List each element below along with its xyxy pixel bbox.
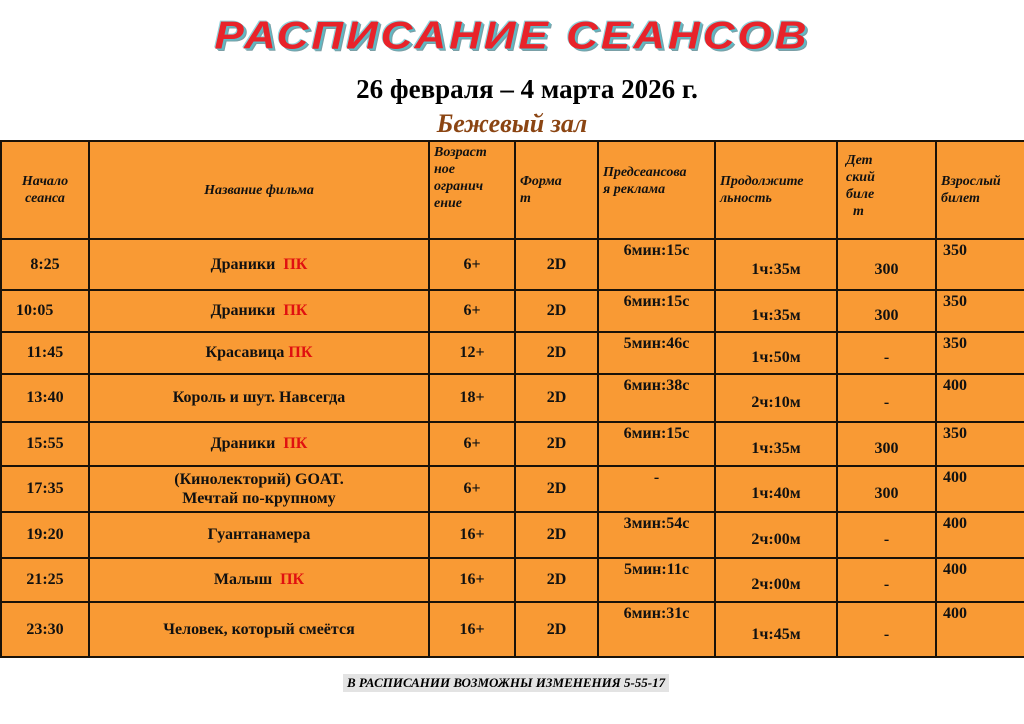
film-title: Человек, который смеётся bbox=[89, 602, 429, 657]
table-row bbox=[1, 374, 1024, 422]
child-ticket-price: - bbox=[837, 332, 936, 374]
adult-ticket-price: 350 bbox=[936, 239, 1024, 290]
header-row bbox=[1, 141, 1024, 239]
age-rating: 6+ bbox=[429, 466, 515, 512]
table-row bbox=[1, 512, 1024, 558]
format: 2D bbox=[515, 422, 598, 466]
adult-ticket-price: 350 bbox=[936, 332, 1024, 374]
duration: 1ч:50м bbox=[715, 332, 837, 374]
table-row bbox=[1, 466, 1024, 512]
schedule-table bbox=[0, 140, 1024, 658]
adult-ticket-price: 350 bbox=[936, 290, 1024, 332]
film-title: Драники ПК bbox=[89, 422, 429, 466]
start-time: 15:55 bbox=[1, 422, 89, 466]
pre-show-ads: 3мин:54с bbox=[598, 512, 715, 558]
child-ticket-price: - bbox=[837, 512, 936, 558]
start-time: 17:35 bbox=[1, 466, 89, 512]
format: 2D bbox=[515, 290, 598, 332]
pre-show-ads: 6мин:15с bbox=[598, 239, 715, 290]
table-row bbox=[1, 290, 1024, 332]
duration: 2ч:10м bbox=[715, 374, 837, 422]
col-header-format: Форма т bbox=[515, 141, 598, 239]
col-header-child-ticket: Дет ский биле т bbox=[837, 141, 936, 239]
format: 2D bbox=[515, 558, 598, 602]
film-title: Драники ПК bbox=[89, 290, 429, 332]
col-header-pre-show-ads: Предсеансова я реклама bbox=[598, 141, 715, 239]
film-title: Малыш ПК bbox=[89, 558, 429, 602]
pre-show-ads: 5мин:11с bbox=[598, 558, 715, 602]
duration: 2ч:00м bbox=[715, 512, 837, 558]
child-ticket-price: 300 bbox=[837, 422, 936, 466]
age-rating: 12+ bbox=[429, 332, 515, 374]
pk-badge: ПК bbox=[280, 571, 305, 588]
film-title: (Кинолекторий) GOAT. Мечтай по-крупному bbox=[89, 466, 429, 512]
pk-badge: ПК bbox=[283, 255, 308, 273]
duration: 1ч:40м bbox=[715, 466, 837, 512]
pre-show-ads: - bbox=[598, 466, 715, 512]
pk-badge: ПК bbox=[288, 344, 313, 361]
table-row bbox=[1, 602, 1024, 657]
adult-ticket-price: 400 bbox=[936, 374, 1024, 422]
col-header-start-time: Начало сеанса bbox=[1, 141, 89, 239]
pre-show-ads: 6мин:31с bbox=[598, 602, 715, 657]
col-header-age-rating: Возраст ное огранич ение bbox=[429, 141, 515, 239]
format: 2D bbox=[515, 332, 598, 374]
table-row bbox=[1, 239, 1024, 290]
col-header-duration: Продолжите льность bbox=[715, 141, 837, 239]
start-time: 13:40 bbox=[1, 374, 89, 422]
child-ticket-price: - bbox=[837, 374, 936, 422]
adult-ticket-price: 400 bbox=[936, 466, 1024, 512]
child-ticket-price: - bbox=[837, 558, 936, 602]
adult-ticket-price: 400 bbox=[936, 602, 1024, 657]
format: 2D bbox=[515, 602, 598, 657]
schedule-change-note: В РАСПИСАНИИ ВОЗМОЖНЫ ИЗМЕНЕНИЯ 5-55-17 bbox=[343, 674, 669, 692]
pre-show-ads: 6мин:15с bbox=[598, 422, 715, 466]
child-ticket-price: 300 bbox=[837, 290, 936, 332]
table-row bbox=[1, 332, 1024, 374]
pre-show-ads: 6мин:38с bbox=[598, 374, 715, 422]
pk-badge: ПК bbox=[283, 435, 308, 452]
film-title: Драники ПК bbox=[89, 239, 429, 290]
start-time: 11:45 bbox=[1, 332, 89, 374]
pk-badge: ПК bbox=[283, 302, 308, 319]
age-rating: 6+ bbox=[429, 290, 515, 332]
format: 2D bbox=[515, 512, 598, 558]
age-rating: 6+ bbox=[429, 239, 515, 290]
adult-ticket-price: 350 bbox=[936, 422, 1024, 466]
adult-ticket-price: 400 bbox=[936, 558, 1024, 602]
col-header-adult-ticket: Взрослый билет bbox=[936, 141, 1024, 239]
format: 2D bbox=[515, 374, 598, 422]
film-title: Король и шут. Навсегда bbox=[89, 374, 429, 422]
table-row bbox=[1, 558, 1024, 602]
start-time: 10:05 bbox=[1, 290, 89, 332]
child-ticket-price: - bbox=[837, 602, 936, 657]
age-rating: 16+ bbox=[429, 512, 515, 558]
pre-show-ads: 6мин:15с bbox=[598, 290, 715, 332]
table-row bbox=[1, 422, 1024, 466]
pre-show-ads: 5мин:46с bbox=[598, 332, 715, 374]
duration: 1ч:35м bbox=[715, 422, 837, 466]
date-range: 26 февраля – 4 марта 2026 г. bbox=[356, 74, 698, 104]
page-title: РАСПИСАНИЕ СЕАНСОВ bbox=[214, 14, 810, 58]
child-ticket-price: 300 bbox=[837, 466, 936, 512]
child-ticket-price: 300 bbox=[837, 239, 936, 290]
start-time: 8:25 bbox=[1, 239, 89, 290]
adult-ticket-price: 400 bbox=[936, 512, 1024, 558]
start-time: 23:30 bbox=[1, 602, 89, 657]
duration: 1ч:45м bbox=[715, 602, 837, 657]
duration: 2ч:00м bbox=[715, 558, 837, 602]
duration: 1ч:35м bbox=[715, 239, 837, 290]
hall-name: Бежевый зал bbox=[436, 109, 588, 138]
format: 2D bbox=[515, 466, 598, 512]
duration: 1ч:35м bbox=[715, 290, 837, 332]
age-rating: 16+ bbox=[429, 558, 515, 602]
format: 2D bbox=[515, 239, 598, 290]
film-title: Гуантанамера bbox=[89, 512, 429, 558]
film-title: Красавица ПК bbox=[89, 332, 429, 374]
age-rating: 16+ bbox=[429, 602, 515, 657]
age-rating: 18+ bbox=[429, 374, 515, 422]
col-header-film-title: Название фильма bbox=[89, 141, 429, 239]
start-time: 19:20 bbox=[1, 512, 89, 558]
start-time: 21:25 bbox=[1, 558, 89, 602]
age-rating: 6+ bbox=[429, 422, 515, 466]
